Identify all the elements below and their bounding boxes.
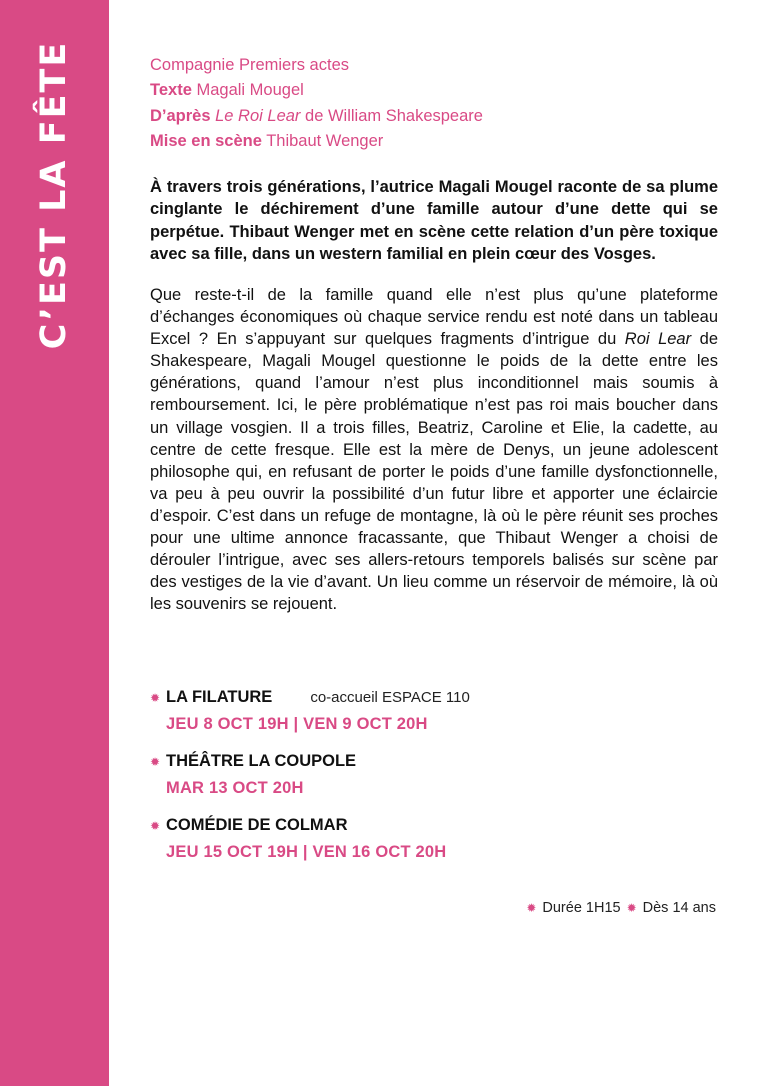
source-author: de William Shakespeare (305, 106, 483, 125)
venue-item (150, 688, 718, 734)
venue-list (150, 688, 718, 880)
asterisk-icon: ✹ (150, 691, 161, 705)
venue-name: LA FILATURE (166, 688, 273, 706)
asterisk-icon: ✹ (626, 901, 637, 915)
body-part-1: Que reste-t-il de la famille quand elle n’est plus qu’une plateforme d’échanges économiques où chaque service rendu est noté dans un tableau Excel ? En s’appuyant sur quelques fragments d’intrigue du (150, 286, 718, 349)
author-value: Magali Mougel (196, 81, 304, 100)
venue-dates: JEU 15 OCT 19H | VEN 16 OCT 20H (166, 843, 447, 861)
venue-item (150, 752, 718, 798)
lead-paragraph: À travers trois générations, l’autrice Magali Mougel raconte de sa plume cinglante le déchirement d’une famille autour d’une dette qui se perpétue. Thibaut Wenger met en scène cette relation d’un père toxique avec sa fille, dans un western familial en plein cœur des Vosges. (150, 178, 718, 263)
asterisk-icon: ✹ (150, 819, 161, 833)
source-label: D’après (150, 106, 211, 125)
venue-name: COMÉDIE DE COLMAR (166, 816, 348, 834)
main-content (150, 53, 718, 615)
venue-item (150, 816, 718, 862)
venue-dates: MAR 13 OCT 20H (166, 779, 304, 797)
source-work: Le Roi Lear (215, 106, 301, 125)
credits (150, 53, 718, 154)
footer-info (526, 900, 716, 916)
age-rating: Dès 14 ans (642, 900, 716, 916)
director-line (150, 129, 718, 154)
company-line: Compagnie Premiers actes (150, 56, 349, 74)
author-line (150, 78, 718, 103)
director-label: Mise en scène (150, 131, 262, 150)
venue-name: THÉÂTRE LA COUPOLE (166, 752, 357, 770)
source-line (150, 104, 718, 129)
venue-note: co-accueil ESPACE 110 (310, 689, 470, 706)
asterisk-icon: ✹ (150, 755, 161, 769)
venue-dates: JEU 8 OCT 19H | VEN 9 OCT 20H (166, 715, 428, 733)
section-title: C’EST LA FÊTE (34, 40, 74, 350)
body-italic-title: Roi Lear (624, 330, 692, 349)
author-label: Texte (150, 81, 192, 100)
body-part-2: de Shakespeare, Magali Mougel questionne le poids de la dette entre les générations, quand l’amour n’est plus inconditionnel mais soumis à remboursement. Ici, le père problématique n’est pas roi mais boucher dans un village vosgien. Il a trois filles, Beatriz, Caroline et Elie, la cadette, au centre de cette fresque. Elle est la mère de Denys, un jeune adolescent philosophe qui, en refusant de porter le poids d’une famille dysfonctionnelle, va peu à peu ouvrir la possibilité d’un futur libre et apporter une éclaircie d’espoir. C’est dans un refuge de montagne, là où le père réunit ses proches pour une ultime annonce fracassante, que Thibaut Wenger a choisi de dérouler l’intrigue, avec ses allers-retours temporels balisés sur scène par des vestiges de la vie d’avant. Un lieu comme un réservoir de mémoire, là où les souvenirs se rejouent. (150, 330, 718, 614)
duration: Durée 1H15 (542, 900, 621, 916)
director-value: Thibaut Wenger (266, 131, 384, 150)
asterisk-icon: ✹ (526, 901, 537, 915)
side-band (0, 0, 109, 1086)
body-paragraph (150, 284, 718, 615)
